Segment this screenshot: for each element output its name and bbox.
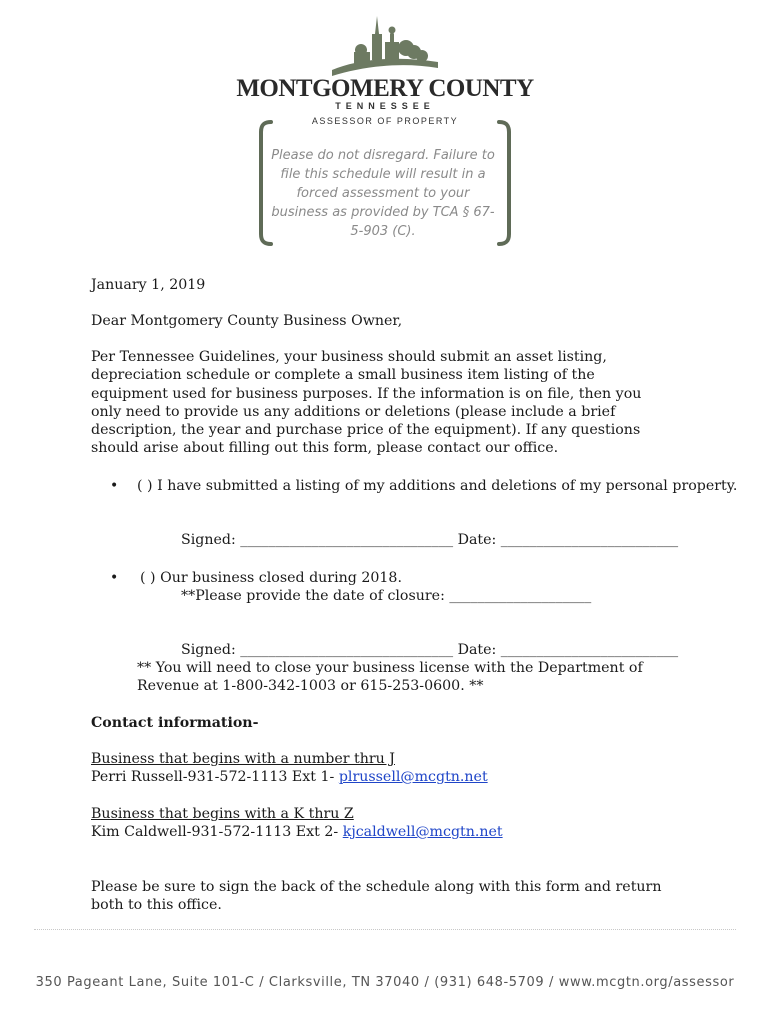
option-business-closed[interactable]: ( ) Our business closed during 2018. [140, 570, 402, 586]
license-note: ** You will need to close your business license with the Department of Revenue at 1-800-342-1003 or 615-253-0600. ** [137, 660, 643, 695]
footer-address: 350 Pageant Lane, Suite 101-C / Clarksville, TN 37040 / (931) 648-5709 / www.mcgtn.org/assessor [35, 975, 735, 990]
closure-date-line[interactable]: **Please provide the date of closure: ____________________ [181, 588, 592, 604]
email-link[interactable]: kjcaldwell@mcgtn.net [342, 824, 503, 840]
letter-date: January 1, 2019 [91, 277, 206, 293]
option-submitted-listing[interactable]: ( ) I have submitted a listing of my additions and deletions of my personal property. [137, 478, 738, 494]
contact-heading: Contact information- [91, 715, 259, 731]
contact-group-heading: Business that begins with a number thru J [91, 751, 395, 767]
contact-group-heading: Business that begins with a K thru Z [91, 806, 354, 822]
intro-paragraph: Per Tennessee Guidelines, your business should submit an asset listing, depreciation schedule or complete a small business item listing of the equipment used for business purposes. If the information is on file, then you only need to provide us any additions or deletions (please include a brief description, the year and purchase price of the equipment). If any questions should arise about filling out this form, please contact our office. [91, 349, 642, 457]
contact-line [91, 768, 488, 786]
org-name: MONTGOMERY COUNTY [236, 75, 534, 102]
bullet-icon: • [110, 478, 119, 494]
contact-line [91, 823, 503, 841]
signature-date-line[interactable]: Signed: ______________________________ Date: _________________________ [181, 532, 679, 548]
contact-person: Perri Russell-931-572-1113 Ext 1- [91, 769, 339, 785]
email-link[interactable]: plrussell@mcgtn.net [338, 769, 488, 785]
org-state: TENNESSEE [335, 101, 435, 111]
bullet-icon: • [110, 570, 119, 586]
signature-date-line[interactable]: Signed: ______________________________ Date: _________________________ [181, 642, 679, 658]
county-skyline-logo-icon [330, 12, 440, 78]
closing-paragraph: Please be sure to sign the back of the schedule along with this form and return both to this office. [91, 879, 662, 914]
notice-text: Please do not disregard. Failure to file this schedule will result in a forced assessment to your business as provided by TCA § 67-5-903 (C). [271, 148, 495, 239]
footer-divider [34, 929, 736, 930]
contact-person: Kim Caldwell-931-572-1113 Ext 2- [91, 824, 343, 840]
salutation: Dear Montgomery County Business Owner, [91, 313, 403, 329]
org-department: ASSESSOR OF PROPERTY [311, 116, 459, 126]
